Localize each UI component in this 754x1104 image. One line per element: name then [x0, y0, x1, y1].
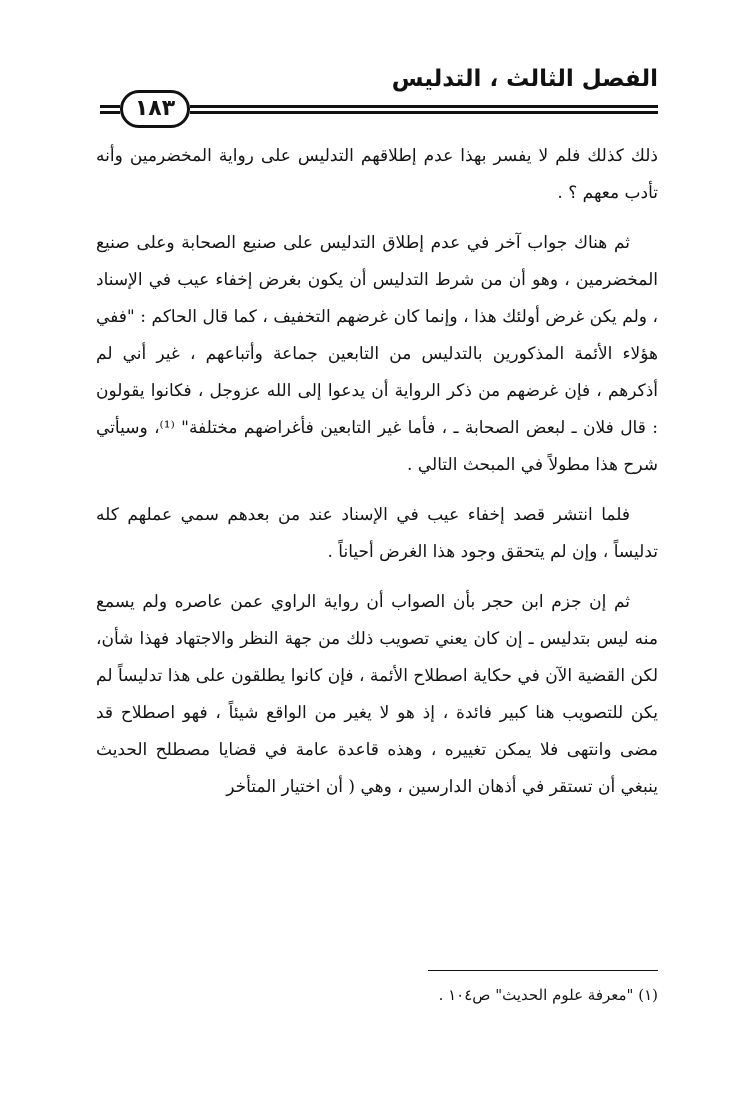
header-rule: [190, 105, 658, 114]
page-number: ١٨٣: [120, 90, 190, 128]
header-rule-left: [100, 105, 120, 114]
chapter-title: الفصل الثالث ، التدليس: [391, 66, 658, 92]
footnote-separator: [428, 970, 658, 971]
paragraph-4: ثم إن جزم ابن حجر بأن الصواب أن رواية الراوي عمن عاصره ولم يسمع منه ليس بتدليس ـ إن كان يعني تصويب ذلك من جهة النظر والاجتهاد فهذا شأن، لكن القضية الآن في حكاية اصطلاح الأئمة ، فإن كانوا يطلقون على هذا تدليساً لم يكن للتصويب هنا كبير فائدة ، إذ هو لا يغير من الواقع شيئاً ، فهو اصطلاح قد مضى وانتهى فلا يمكن تغييره ، وهذه قاعدة عامة في قضايا مصطلح الحديث ينبغي أن تستقر في أذهان الدارسين ، وهي ( أن اختيار المتأخر: [96, 592, 658, 797]
paragraph-3: فلما انتشر قصد إخفاء عيب في الإسناد عند من بعدهم سمي عملهم كله تدليساً ، وإن لم يتحقق وجود هذا الغرض أحياناً .: [96, 505, 658, 562]
paragraph-2: ثم هناك جواب آخر في عدم إطلاق التدليس على صنيع الصحابة وعلى صنيع المخضرمين ، وهو أن من شرط التدليس أن يكون بغرض إخفاء عيب في الإسناد ، ولم يكن غرض أولئك هذا ، وإنما كان غرضهم التخفيف ، كما قال الحاكم : "ففي هؤلاء الأئمة المذكورين بالتدليس من التابعين جماعة وأتباعهم ، غير أني لم أذكرهم ، فإن غرضهم من ذكر الرواية أن يدعوا إلى الله عزوجل ، فكانوا يقولون : قال فلان ـ لبعض الصحابة ـ ، فأما غير التابعين فأغراضهم مختلفة" ⁽¹⁾، وسيأتي شرح هذا مطولاً في المبحث التالي .: [96, 233, 658, 475]
paragraph-1: ذلك كذلك فلم لا يفسر بهذا عدم إطلاقهم التدليس على رواية المخضرمين وأنه تأدب معهم ؟ .: [96, 146, 658, 203]
body-text: [96, 138, 658, 819]
footnote: (١) "معرفة علوم الحديث" ص١٠٤ .: [438, 986, 658, 1004]
